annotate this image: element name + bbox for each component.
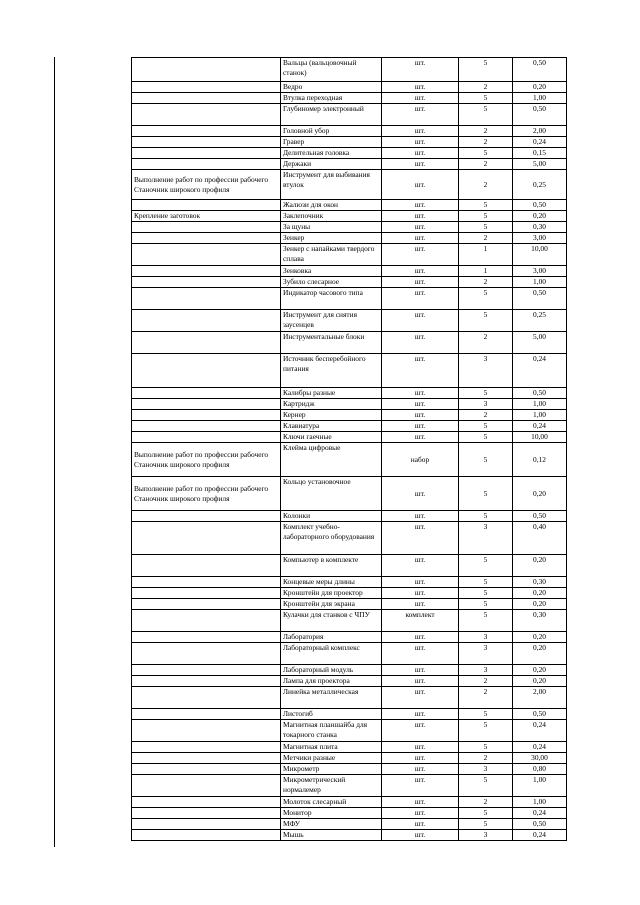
value-cell: 0,40 [513,522,567,555]
qty-cell: 3 [459,632,513,643]
table-row [132,211,567,222]
table-row [132,244,567,266]
group-cell [132,388,281,399]
name-cell: Клавиатура [281,421,382,432]
unit-cell: шт. [382,753,459,764]
left-margin-rule [54,57,55,847]
qty-cell: 1 [459,266,513,277]
group-cell [132,82,281,93]
qty-cell: 5 [459,432,513,443]
table-row [132,332,567,354]
group-cell [132,577,281,588]
value-cell: 3,00 [513,266,567,277]
name-cell: Зубило слесарное [281,277,382,288]
qty-cell: 5 [459,775,513,797]
group-cell [132,432,281,443]
qty-cell: 3 [459,399,513,410]
qty-cell: 5 [459,588,513,599]
value-cell: 0,50 [513,388,567,399]
value-cell: 0,30 [513,222,567,233]
name-cell: Зенкер [281,233,382,244]
unit-cell: шт. [382,643,459,665]
unit-cell: шт. [382,211,459,222]
table-row [132,643,567,665]
qty-cell: 5 [459,443,513,477]
table-row [132,432,567,443]
qty-cell: 5 [459,288,513,310]
value-cell: 0,25 [513,310,567,332]
unit-cell: шт. [382,310,459,332]
unit-cell: шт. [382,632,459,643]
group-cell [132,310,281,332]
value-cell: 3,00 [513,233,567,244]
qty-cell: 5 [459,222,513,233]
qty-cell: 2 [459,277,513,288]
name-cell: Клейма цифровые [281,443,382,477]
unit-cell: шт. [382,808,459,819]
qty-cell: 5 [459,104,513,126]
group-cell [132,58,281,82]
name-cell: Компьютер в комплекте [281,555,382,577]
group-cell [132,266,281,277]
unit-cell: шт. [382,137,459,148]
unit-cell: шт. [382,742,459,753]
value-cell: 0,20 [513,555,567,577]
table-row [132,720,567,742]
table-row [132,58,567,82]
name-cell: Лаборатория [281,632,382,643]
unit-cell: шт. [382,511,459,522]
value-cell: 1,00 [513,93,567,104]
group-cell [132,93,281,104]
table-row [132,410,567,421]
qty-cell: 5 [459,808,513,819]
value-cell: 0,50 [513,288,567,310]
value-cell: 0,80 [513,764,567,775]
name-cell: Картридж [281,399,382,410]
unit-cell: шт. [382,82,459,93]
group-cell [132,610,281,632]
group-cell [132,244,281,266]
unit-cell: шт. [382,148,459,159]
name-cell: Мышь [281,830,382,841]
unit-cell: шт. [382,332,459,354]
group-cell [132,687,281,709]
group-cell [132,126,281,137]
qty-cell: 2 [459,159,513,170]
name-cell: Кольцо установочное [281,477,382,511]
group-cell [132,720,281,742]
table-row [132,148,567,159]
group-cell [132,819,281,830]
unit-cell: шт. [382,222,459,233]
value-cell: 0,20 [513,82,567,93]
table-row [132,443,567,477]
name-cell: Держаки [281,159,382,170]
value-cell: 0,50 [513,200,567,211]
group-cell [132,222,281,233]
name-cell: Микрометрический нормалемер [281,775,382,797]
value-cell: 2,00 [513,126,567,137]
group-cell [132,233,281,244]
unit-cell: шт. [382,399,459,410]
qty-cell: 5 [459,310,513,332]
qty-cell: 3 [459,354,513,388]
qty-cell: 2 [459,797,513,808]
value-cell: 10,00 [513,244,567,266]
table-row [132,277,567,288]
qty-cell: 5 [459,477,513,511]
group-cell [132,277,281,288]
name-cell: Инструмент для снятия заусенцев [281,310,382,332]
name-cell: Делительная головка [281,148,382,159]
value-cell: 0,50 [513,58,567,82]
qty-cell: 5 [459,720,513,742]
unit-cell: шт. [382,410,459,421]
group-cell [132,742,281,753]
table-row [132,126,567,137]
value-cell: 5,00 [513,159,567,170]
name-cell: Заклепочник [281,211,382,222]
group-cell: Выполнение работ по профессии рабочего Станочник широкого профиля [132,443,281,477]
group-cell [132,709,281,720]
table-row [132,354,567,388]
group-cell [132,511,281,522]
table-row [132,588,567,599]
name-cell: Головной убор [281,126,382,137]
value-cell: 1,00 [513,410,567,421]
table-row [132,266,567,277]
value-cell: 0,20 [513,676,567,687]
name-cell: Магнитная планшайба для токарного станка [281,720,382,742]
table-row [132,82,567,93]
name-cell: Втулка переходная [281,93,382,104]
group-cell: Выполнение работ по профессии рабочего Станочник широкого профиля [132,170,281,200]
table-row [132,797,567,808]
name-cell: За щуны [281,222,382,233]
unit-cell: шт. [382,244,459,266]
unit-cell: шт. [382,588,459,599]
value-cell: 0,20 [513,599,567,610]
name-cell: Вальцы (вальцовочный станок) [281,58,382,82]
unit-cell: шт. [382,797,459,808]
value-cell: 0,50 [513,511,567,522]
qty-cell: 3 [459,830,513,841]
table-row [132,399,567,410]
table-row [132,709,567,720]
value-cell: 0,24 [513,421,567,432]
table-row [132,200,567,211]
value-cell: 1,00 [513,277,567,288]
unit-cell: шт. [382,104,459,126]
qty-cell: 5 [459,742,513,753]
value-cell: 0,20 [513,632,567,643]
unit-cell: шт. [382,288,459,310]
qty-cell: 5 [459,555,513,577]
unit-cell: шт. [382,388,459,399]
name-cell: Лабораторный модуль [281,665,382,676]
unit-cell: шт. [382,421,459,432]
equipment-table [131,57,567,841]
value-cell: 0,15 [513,148,567,159]
name-cell: Лампа для проектора [281,676,382,687]
name-cell: Комплект учебно-лабораторного оборудования [281,522,382,555]
value-cell: 0,24 [513,808,567,819]
group-cell: Крепление заготовок [132,211,281,222]
table-row [132,610,567,632]
table-row [132,477,567,511]
value-cell: 0,20 [513,588,567,599]
table-row [132,753,567,764]
group-cell [132,159,281,170]
qty-cell: 3 [459,665,513,676]
group-cell [132,676,281,687]
group-cell [132,830,281,841]
name-cell: МФУ [281,819,382,830]
unit-cell: шт. [382,819,459,830]
value-cell: 0,20 [513,643,567,665]
table-row [132,104,567,126]
group-cell [132,522,281,555]
name-cell: Линейка металлическая [281,687,382,709]
name-cell: Гравер [281,137,382,148]
table-row [132,819,567,830]
name-cell: Кронштейн для экрана [281,599,382,610]
table-row [132,222,567,233]
qty-cell: 5 [459,148,513,159]
value-cell: 1,00 [513,399,567,410]
value-cell: 0,50 [513,104,567,126]
unit-cell: шт. [382,555,459,577]
value-cell: 0,50 [513,819,567,830]
table-row [132,310,567,332]
group-cell [132,599,281,610]
table-row [132,808,567,819]
group-cell [132,332,281,354]
value-cell: 0,30 [513,577,567,588]
unit-cell: шт. [382,432,459,443]
unit-cell: шт. [382,599,459,610]
unit-cell: комплект [382,610,459,632]
table-row [132,137,567,148]
name-cell: Кулачки для станков с ЧПУ [281,610,382,632]
table-row [132,830,567,841]
name-cell: Ключи гаечные [281,432,382,443]
value-cell: 0,50 [513,709,567,720]
qty-cell: 2 [459,676,513,687]
qty-cell: 2 [459,126,513,137]
unit-cell: шт. [382,775,459,797]
qty-cell: 5 [459,388,513,399]
qty-cell: 2 [459,332,513,354]
unit-cell: шт. [382,477,459,511]
unit-cell: шт. [382,577,459,588]
name-cell: Источник бесперебойного питания [281,354,382,388]
qty-cell: 5 [459,93,513,104]
qty-cell: 3 [459,764,513,775]
name-cell: Метчики разные [281,753,382,764]
qty-cell: 1 [459,244,513,266]
unit-cell: шт. [382,676,459,687]
unit-cell: шт. [382,126,459,137]
value-cell: 10,00 [513,432,567,443]
name-cell: Ведро [281,82,382,93]
group-cell [132,354,281,388]
qty-cell: 2 [459,82,513,93]
value-cell: 1,00 [513,797,567,808]
table-row [132,159,567,170]
group-cell: Выполнение работ по профессии рабочего Станочник широкого профиля [132,477,281,511]
group-cell [132,643,281,665]
table-row [132,632,567,643]
name-cell: Кронштейн для проектор [281,588,382,599]
qty-cell: 3 [459,522,513,555]
name-cell: Колонки [281,511,382,522]
qty-cell: 5 [459,610,513,632]
group-cell [132,421,281,432]
equipment-table-body [132,58,567,841]
group-cell [132,588,281,599]
value-cell: 0,24 [513,354,567,388]
name-cell: Глубиномер электронный [281,104,382,126]
value-cell: 0,30 [513,610,567,632]
unit-cell: шт. [382,720,459,742]
unit-cell: шт. [382,277,459,288]
table-row [132,577,567,588]
qty-cell: 5 [459,421,513,432]
table-row [132,170,567,200]
unit-cell: шт. [382,522,459,555]
table-row [132,522,567,555]
table-row [132,775,567,797]
group-cell [132,399,281,410]
qty-cell: 5 [459,200,513,211]
name-cell: Зенковка [281,266,382,277]
table-row [132,599,567,610]
value-cell: 0,24 [513,137,567,148]
qty-cell: 2 [459,137,513,148]
table-row [132,421,567,432]
group-cell [132,632,281,643]
table-row [132,388,567,399]
value-cell: 0,24 [513,720,567,742]
name-cell: Зенкер с напайками твердого сплава [281,244,382,266]
group-cell [132,775,281,797]
qty-cell: 5 [459,599,513,610]
unit-cell: набор [382,443,459,477]
value-cell: 0,20 [513,665,567,676]
group-cell [132,753,281,764]
unit-cell: шт. [382,93,459,104]
unit-cell: шт. [382,266,459,277]
value-cell: 0,25 [513,170,567,200]
group-cell [132,555,281,577]
unit-cell: шт. [382,233,459,244]
group-cell [132,137,281,148]
name-cell: Жалюзи для окон [281,200,382,211]
value-cell: 0,20 [513,477,567,511]
qty-cell: 2 [459,753,513,764]
name-cell: Индикатор часового типа [281,288,382,310]
table-row [132,288,567,310]
value-cell: 0,24 [513,742,567,753]
group-cell [132,764,281,775]
qty-cell: 5 [459,211,513,222]
unit-cell: шт. [382,170,459,200]
group-cell [132,410,281,421]
qty-cell: 2 [459,233,513,244]
group-cell [132,797,281,808]
table-row [132,742,567,753]
qty-cell: 2 [459,170,513,200]
qty-cell: 3 [459,643,513,665]
unit-cell: шт. [382,58,459,82]
name-cell: Кернер [281,410,382,421]
unit-cell: шт. [382,687,459,709]
name-cell: Лабораторный комплекс [281,643,382,665]
qty-cell: 5 [459,511,513,522]
value-cell: 2,00 [513,687,567,709]
name-cell: Концевые меры длины [281,577,382,588]
name-cell: Инструментальные блоки [281,332,382,354]
qty-cell: 2 [459,687,513,709]
group-cell [132,808,281,819]
table-row [132,676,567,687]
name-cell: Инструмент для выбивания втулок [281,170,382,200]
name-cell: Калибры разные [281,388,382,399]
table-row [132,93,567,104]
value-cell: 5,00 [513,332,567,354]
table-row [132,687,567,709]
unit-cell: шт. [382,764,459,775]
value-cell: 30,00 [513,753,567,764]
qty-cell: 5 [459,577,513,588]
unit-cell: шт. [382,709,459,720]
group-cell [132,200,281,211]
qty-cell: 5 [459,58,513,82]
table-row [132,511,567,522]
table-row [132,764,567,775]
value-cell: 0,24 [513,830,567,841]
unit-cell: шт. [382,830,459,841]
table-row [132,233,567,244]
unit-cell: шт. [382,159,459,170]
name-cell: Листогиб [281,709,382,720]
value-cell: 1,00 [513,775,567,797]
unit-cell: шт. [382,354,459,388]
group-cell [132,104,281,126]
name-cell: Молоток слесарный [281,797,382,808]
name-cell: Микрометр [281,764,382,775]
unit-cell: шт. [382,200,459,211]
qty-cell: 5 [459,819,513,830]
name-cell: Магнитная плита [281,742,382,753]
value-cell: 0,12 [513,443,567,477]
qty-cell: 5 [459,709,513,720]
group-cell [132,665,281,676]
name-cell: Монитор [281,808,382,819]
qty-cell: 2 [459,410,513,421]
table-row [132,555,567,577]
group-cell [132,148,281,159]
unit-cell: шт. [382,665,459,676]
table-row [132,665,567,676]
group-cell [132,288,281,310]
value-cell: 0,20 [513,211,567,222]
